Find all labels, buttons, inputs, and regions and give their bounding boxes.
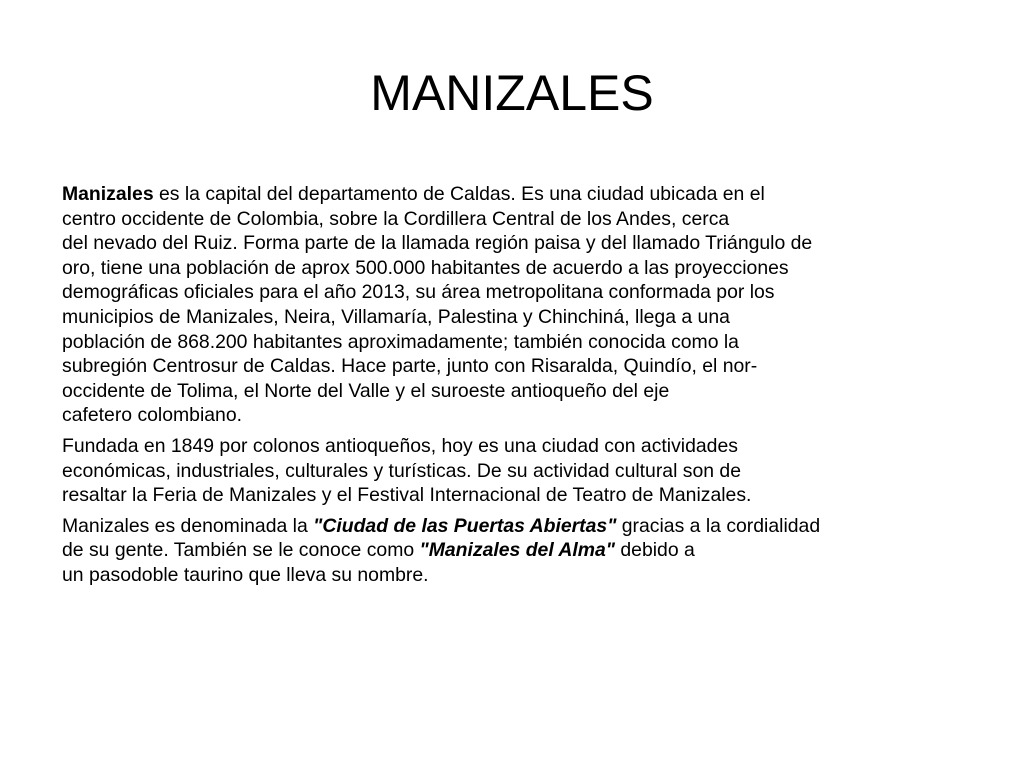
text-line: del nevado del Ruiz. Forma parte de la llamada región paisa y del llamado Triángulo de <box>62 232 813 255</box>
slide-title: MANIZALES <box>370 65 654 121</box>
text-line: occidente de Tolima, el Norte del Valle y el suroeste antioqueño del eje <box>62 379 670 402</box>
paragraph-nicknames <box>62 514 962 588</box>
text-line: Fundada en 1849 por colonos antioqueños, hoy es una ciudad con actividades <box>62 434 738 457</box>
text-line: oro, tiene una población de aprox 500.000 habitantes de acuerdo a las proyecciones <box>62 256 789 279</box>
text-line: un pasodoble taurino que lleva su nombre. <box>62 563 429 586</box>
text-segment: de su gente. También se le conoce como <box>62 539 420 562</box>
text-line <box>62 514 962 539</box>
text-line: municipios de Manizales, Neira, Villamaría, Palestina y Chinchiná, llega a una <box>62 305 730 328</box>
text-segment: Manizales es denominada la <box>62 514 314 537</box>
text-line: resaltar la Feria de Manizales y el Festival Internacional de Teatro de Manizales. <box>62 484 752 507</box>
text-segment: gracias a la cordialidad <box>616 514 821 537</box>
slide-body <box>62 182 962 594</box>
text-line <box>62 538 962 563</box>
text-line: cafetero colombiano. <box>62 404 243 427</box>
text-segment: debido a <box>615 539 695 562</box>
paragraph-intro <box>62 182 962 428</box>
text-line: población de 868.200 habitantes aproximadamente; también conocida como la <box>62 330 739 353</box>
nickname-quote: "Manizales del Alma" <box>419 539 615 562</box>
text-line: económicas, industriales, culturales y turísticas. De su actividad cultural son de <box>62 459 741 482</box>
nickname-quote: "Ciudad de las Puertas Abiertas" <box>313 514 617 537</box>
text-line: subregión Centrosur de Caldas. Hace parte, junto con Risaralda, Quindío, el nor- <box>62 355 758 378</box>
bold-term: Manizales <box>62 183 154 205</box>
text-line: demográficas oficiales para el año 2013, su área metropolitana conformada por los <box>62 281 775 304</box>
text-line: centro occidente de Colombia, sobre la Cordillera Central de los Andes, cerca <box>62 207 730 230</box>
text-segment: es la capital del departamento de Caldas. Es una ciudad ubicada en el <box>153 183 765 205</box>
paragraph-history <box>62 434 962 508</box>
text-line <box>62 182 962 207</box>
